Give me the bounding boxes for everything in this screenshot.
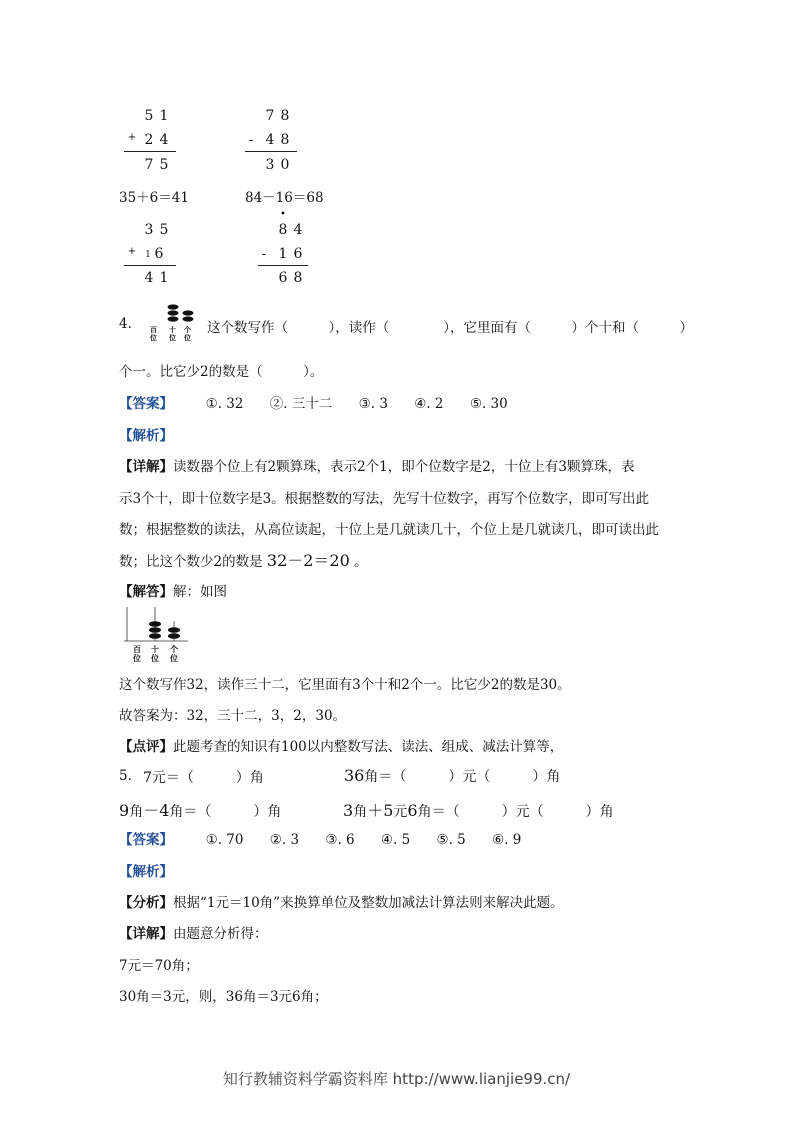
plus-sign: + xyxy=(127,246,137,257)
solution-tag: 【解答】 xyxy=(119,584,173,600)
q5-d-op: ＋ xyxy=(367,801,384,820)
abacus-diagram xyxy=(124,607,190,665)
q5-d-num2: 5 xyxy=(383,801,394,820)
final-answer-line: 故答案为：32，三十二，3，2，30。 xyxy=(119,708,347,724)
label-tens-2: 位 xyxy=(151,653,159,663)
digit: 8 xyxy=(280,108,290,124)
analysis-tag: 【解析】 xyxy=(119,428,173,444)
detail-tag: 【详解】 xyxy=(119,459,173,475)
calc-rule xyxy=(124,265,176,266)
digit: 1 xyxy=(159,270,169,286)
digit: 4 xyxy=(265,132,275,148)
answer-item: ②. 三十二 xyxy=(269,396,333,412)
analysis-text: 根据“1元＝10角”来换算单位及整数加减法计算法则来解决此题。 xyxy=(173,895,564,911)
label-ones-2: 位 xyxy=(170,653,178,663)
q5-d-unit2: 元 xyxy=(393,804,408,820)
question-number: 5. xyxy=(119,768,132,784)
label-ones: 个 xyxy=(170,644,178,654)
detail-line2: 示3个十，即十位数字是3。根据整数的写法，先写十位数字，再写个位数字，即可写出此 xyxy=(119,491,650,507)
q5-c-num1: 9 xyxy=(119,801,130,820)
calc-rule xyxy=(258,265,308,266)
label-tens-2: 位 xyxy=(169,333,176,342)
detail-line xyxy=(119,924,268,944)
plus-sign: + xyxy=(127,132,137,143)
digit: 6 xyxy=(154,246,164,262)
answer-row xyxy=(119,830,543,850)
abacus-icon xyxy=(148,302,200,342)
digit: 3 xyxy=(265,157,275,173)
work-line1: 7元＝70角； xyxy=(119,958,199,974)
minus-sign: - xyxy=(261,246,267,262)
analysis-tag: 【解析】 xyxy=(119,864,173,880)
minus-sign: - xyxy=(248,132,254,148)
comment-line xyxy=(119,737,563,757)
answer-item: ④. 2 xyxy=(414,396,444,412)
digit: 6 xyxy=(278,270,288,286)
detail-text: 数；比这个数少2的数是 xyxy=(119,554,263,570)
q5-b-number: 36 xyxy=(344,766,365,785)
digit: 8 xyxy=(278,222,288,238)
answer-item: ⑥. 9 xyxy=(492,832,522,848)
equation-right: 84－16＝68 xyxy=(245,190,324,206)
analysis-line xyxy=(119,893,564,913)
digit: 4 xyxy=(144,270,154,286)
digit: 8 xyxy=(280,132,290,148)
detail-tag: 【详解】 xyxy=(119,926,173,942)
work-line2: 30角＝3元，则，36角＝3元6角； xyxy=(119,989,328,1005)
q5-part-b xyxy=(344,766,560,786)
q5-c-op: － xyxy=(143,801,160,820)
question-text-line1: 这个数写作（ ），读作（ ），它里面有（ ）个十和（ ） xyxy=(207,320,693,336)
digit: 2 xyxy=(144,132,154,148)
digit: 6 xyxy=(293,246,303,262)
answer-item: ②. 3 xyxy=(269,832,300,848)
answer-item: ③. 3 xyxy=(358,396,388,412)
q5-c-text: 角＝（ ）角 xyxy=(169,804,282,820)
digit: 3 xyxy=(144,222,154,238)
label-hundreds: 百 xyxy=(133,644,141,654)
q5-d-unit1: 角 xyxy=(353,804,368,820)
q5-b-text: 角＝（ ）元（ ）角 xyxy=(364,769,561,785)
detail-text: 。 xyxy=(354,554,368,570)
q5-part-d xyxy=(343,798,614,821)
page-footer-watermark: 知行教辅资料学霸资料库 http://www.lianjie99.cn/ xyxy=(222,1070,571,1088)
carry-digit: 1 xyxy=(145,250,151,260)
digit: 7 xyxy=(265,108,275,124)
borrow-dot: • xyxy=(280,209,286,220)
digit: 5 xyxy=(144,108,154,124)
q5-c-num2: 4 xyxy=(159,801,170,820)
solution-line xyxy=(119,582,227,602)
q5-c-unit: 角 xyxy=(129,804,144,820)
answer-tag: 【答案】 xyxy=(119,396,173,412)
q5-d-num1: 3 xyxy=(343,801,354,820)
q5-part-c xyxy=(119,798,281,821)
detail-text: 读数器个位上有2颗算珠，表示2个1，即个位数字是2，十位上有3颗算珠，表 xyxy=(173,459,635,475)
answer-row xyxy=(119,394,530,414)
label-hundreds-2: 位 xyxy=(133,653,141,663)
detail-line1 xyxy=(119,457,634,477)
digit: 8 xyxy=(293,270,303,286)
answer-item: ③. 6 xyxy=(325,832,355,848)
label-hundreds-2: 位 xyxy=(150,333,157,342)
label-ones: 个 xyxy=(184,325,191,334)
label-hundreds: 百 xyxy=(150,325,157,334)
solution-text: 解：如图 xyxy=(173,584,227,600)
answer-item: ⑤. 30 xyxy=(469,396,508,412)
q5-d-text: 角＝（ ）元（ ）角 xyxy=(417,804,614,820)
digit: 1 xyxy=(278,246,288,262)
answer-item: ①. 70 xyxy=(205,832,244,848)
calc-rule xyxy=(245,151,297,152)
question-text-line2: 个一。比它少2的数是（ ）。 xyxy=(119,364,324,380)
answer-item: ④. 5 xyxy=(380,832,411,848)
label-ones-2: 位 xyxy=(184,333,191,342)
calc-rule xyxy=(124,151,176,152)
digit: 5 xyxy=(159,222,169,238)
q5-d-num3: 6 xyxy=(407,801,418,820)
label-tens: 十 xyxy=(151,644,159,654)
question-number: 4. xyxy=(119,316,132,332)
digit: 1 xyxy=(159,108,169,124)
label-tens: 十 xyxy=(169,325,176,334)
digit: 5 xyxy=(159,157,169,173)
q5-part-a: 7元＝（ ）角 xyxy=(143,770,264,786)
digit: 4 xyxy=(293,222,303,238)
detail-text: 由题意分析得： xyxy=(173,926,268,942)
detail-line3: 数；根据整数的读法，从高位读起，十位上是几就读几十，个位上是几就读几，即可读出此 xyxy=(119,522,659,538)
answer-tag: 【答案】 xyxy=(119,832,173,848)
comment-text: 此题考查的知识有100以内整数写法、读法、组成、减法计算等， xyxy=(173,739,564,755)
analysis-label: 【分析】 xyxy=(119,895,173,911)
conclusion-line: 这个数写作32，读作三十二，它里面有3个十和2个一。比它少2的数是30。 xyxy=(119,677,571,693)
comment-tag: 【点评】 xyxy=(119,739,173,755)
equation-left: 35＋6＝41 xyxy=(119,190,189,206)
answer-item: ①. 32 xyxy=(205,396,244,412)
digit: 4 xyxy=(159,132,169,148)
answer-item: ⑤. 5 xyxy=(436,832,466,848)
detail-line4 xyxy=(119,551,368,572)
digit: 0 xyxy=(280,157,290,173)
digit: 7 xyxy=(144,157,154,173)
detail-math: 32－2＝20 xyxy=(266,551,350,570)
